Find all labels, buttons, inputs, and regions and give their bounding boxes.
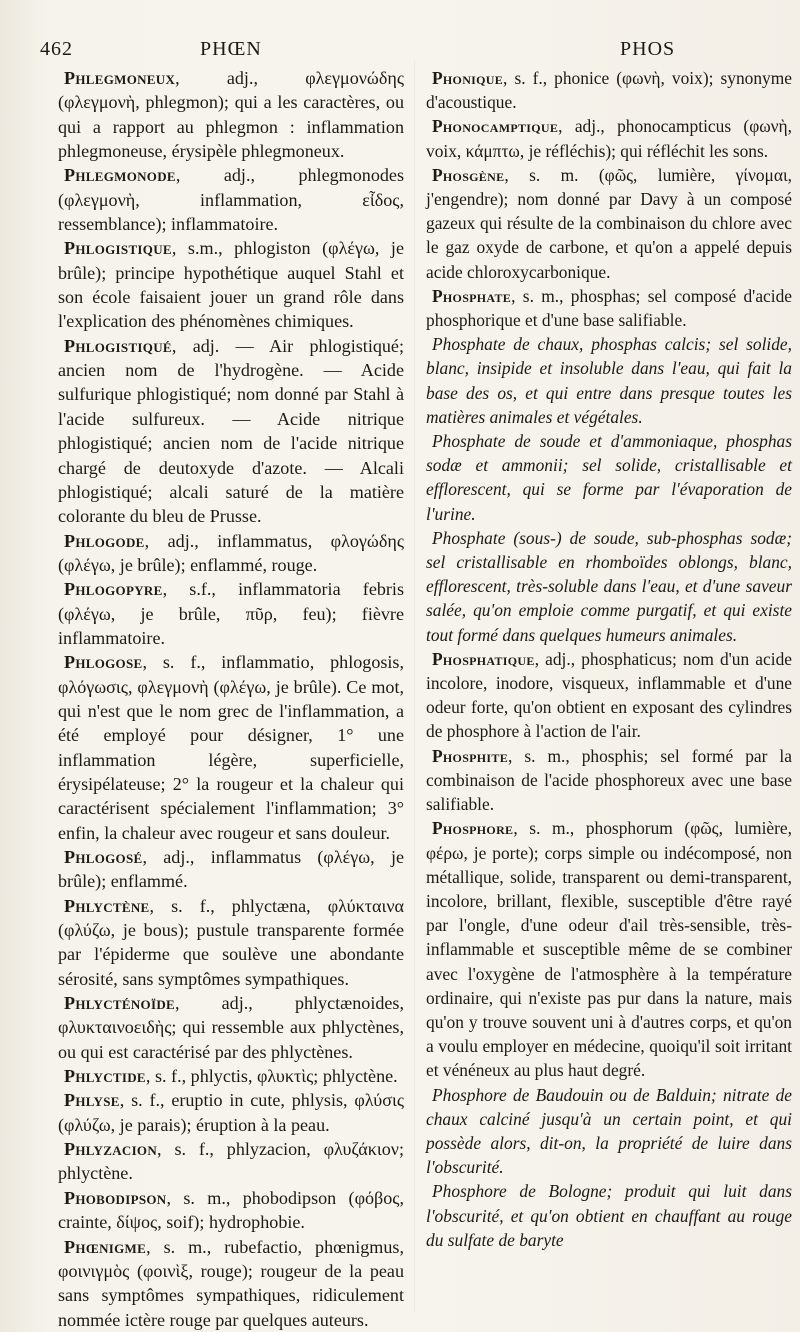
entry-headword: Phlyzacion <box>64 1139 158 1160</box>
entry-definition: , adj., phlegmonodes (φλεγμονὴ, inflammation, εἶδος, ressemblance); inflammatoire. <box>58 165 404 235</box>
dictionary-entry <box>426 163 792 284</box>
entry-definition: Phosphore de Baudouin ou de Balduin; nitrate de chaux calciné jusqu'à un certain point, et qui possède alors, dit-on, la propriété de luire dans l'obscurité. <box>426 1084 792 1178</box>
entry-headword: Phonique <box>432 68 504 88</box>
entry-headword: Phlogistiqué <box>64 335 172 356</box>
entry-definition: , s. m. (φῶς, lumière, γίνομαι, j'engendre); nom donné par Davy à un composé gazeux qui résulte de la combinaison du chlore avec le gaz oxyde de carbone, et qu'on a appelé depuis acide chloroxycarbonique. <box>426 164 792 282</box>
running-head-left: PHŒN <box>200 38 262 60</box>
entry-definition: , adj., inflammatus, φλογώδης (φλέγω, je brûle); enflammé, rouge. <box>58 530 404 575</box>
dictionary-entry <box>426 816 792 1082</box>
dictionary-entry <box>58 334 404 529</box>
dictionary-entry <box>426 332 792 429</box>
dictionary-entry <box>58 650 404 845</box>
entry-headword: Phobodipson <box>64 1187 167 1208</box>
entry-definition: , s. f., phlyctæna, φλύκταινα (φλύζω, je bous); pustule transparente formée par l'épiderme que soulève une abondante sérosité, sans symptômes sympathiques. <box>58 895 404 989</box>
entry-definition: , s. f., phlyctis, φλυκτὶς; phlyctène. <box>145 1066 398 1087</box>
dictionary-entry <box>58 577 404 650</box>
entry-definition: , adj., inflammatus (φλέγω, je brûle); enflammé. <box>58 847 404 892</box>
entry-definition: , s.f., inflammatoria febris (φλέγω, je brûle, πῦρ, feu); fièvre inflammatoire. <box>58 579 404 648</box>
entry-headword: Phosphate <box>432 285 512 306</box>
entry-definition: , s. f., phlyzacion, φλυζάκιον; phlyctène. <box>58 1139 404 1184</box>
dictionary-entry <box>58 236 404 333</box>
entry-definition: , s. m., phobodipson (φόβος, crainte, δίψος, soif); hydrophobie. <box>58 1187 404 1233</box>
dictionary-entry <box>58 894 404 991</box>
entry-definition: , s.m., phlogiston (φλέγω, je brûle); principe hypothétique auquel Stahl et son école faisaient jouer un grand rôle dans l'explication des phénomènes chimiques. <box>58 238 404 332</box>
entry-definition: , s. f., eruptio in cute, phlysis, φλύσις (φλύζω, je parais); éruption à la peau. <box>58 1090 404 1135</box>
entry-definition: Phosphore de Bologne; produit qui luit dans l'obscurité, et qu'on obtient en chauffant au rouge du sulfate de baryte <box>426 1181 792 1250</box>
entry-headword: Phosgène <box>432 164 505 185</box>
entry-definition: , adj. — Air phlogistiqué; ancien nom de l'hydrogène. — Acide sulfurique phlogistiqué; nom donné par Stahl à l'acide sulfureux. — Acide nitrique phlogistiqué; ancien nom de l'acide nitrique chargé de deutoxyde d'azote. — Alcali phlogistiqué; alcali saturé de la matière colorante du bleu de Prusse. <box>58 335 404 527</box>
entry-definition: , s. f., phonice (φωνὴ, voix); synonyme d'acoustique. <box>426 68 792 113</box>
dictionary-entry <box>58 163 404 236</box>
entry-definition: , s. m., phosphis; sel formé par la combinaison de l'acide phosphoreux avec une base salifiable. <box>426 745 792 815</box>
entry-definition: Phosphate (sous-) de soude, sub-phosphas sodæ; sel cristallisable en rhomboïdes oblongs, blanc, efflorescent, très-soluble dans l'eau, et d'une saveur salée, qu'on emploie comme purgatif, et qui existe tout formé dans quelques humeurs animales. <box>426 527 792 645</box>
dictionary-entry <box>58 991 404 1064</box>
entry-headword: Phlogosé <box>64 847 143 867</box>
entry-headword: Phlycténoïde <box>64 993 175 1014</box>
dictionary-entry <box>58 66 404 163</box>
left-column <box>58 66 404 1332</box>
right-column <box>426 66 792 1252</box>
entry-headword: Phlogopyre <box>64 579 163 600</box>
entry-definition: , s. m., phosphas; sel composé d'acide phosphorique et d'une base salifiable. <box>426 285 792 331</box>
dictionary-entry <box>58 1137 404 1186</box>
entry-headword: Phlyctide <box>64 1066 146 1087</box>
dictionary-entry <box>426 284 792 332</box>
entry-headword: Phosphatique <box>432 648 535 669</box>
dictionary-entry <box>426 66 792 114</box>
entry-definition: , adj., phosphaticus; nom d'un acide incolore, inodore, visqueux, inflammable et d'une odeur forte, qu'on obtient en exposant des cylindres de phosphore à l'action de l'air. <box>426 648 792 742</box>
entry-definition: Phosphate de chaux, phosphas calcis; sel solide, blanc, insipide et insoluble dans l'eau, qui fait la base des os, et qui entre dans presque toutes les matières animales et végétales. <box>426 334 792 427</box>
running-head-right: PHOS <box>620 38 676 60</box>
column-gutter <box>414 60 415 1312</box>
entry-headword: Phosphore <box>432 818 514 839</box>
dictionary-entry <box>58 1088 404 1137</box>
dictionary-entry <box>58 529 404 578</box>
entry-headword: Phlyse <box>64 1090 120 1111</box>
dictionary-entry <box>58 845 404 894</box>
entry-definition: , s. m., phosphorum (φῶς, lumière, φέρω, je porte); corps simple ou indécomposé, non métallique, solide, transparent ou demi-transparent, incolore, brillant, flexible, susceptible d'être rayé par l'ongle, d'une odeur d'ail très-sensible, très-inflammable et susceptible même de se combiner avec l'oxygène de l'atmosphère à la température ordinaire, qui n'existe pas pur dans la nature, mais qu'on y trouve souvent uni à d'autres corps, et qu'on a voulu employer en médecine, quoiqu'il soit irritant et vénéneux au plus haut degré. <box>426 818 792 1081</box>
entry-definition: Phosphate de soude et d'ammoniaque, phosphas sodæ et ammonii; sel solide, cristallisable et efflorescent, qui se forme par l'évaporation de l'urine. <box>426 431 792 524</box>
dictionary-entry <box>426 1179 792 1252</box>
entry-headword: Phlegmonode <box>64 165 176 186</box>
entry-headword: Phonocamptique <box>432 116 559 137</box>
dictionary-entry <box>426 429 792 526</box>
dictionary-entry <box>426 744 792 817</box>
dictionary-entry <box>58 1186 404 1235</box>
page-header <box>40 38 780 68</box>
dictionary-entry <box>58 1064 404 1088</box>
entry-definition: , s. f., inflammatio, phlogosis, φλόγωσις, φλεγμονὴ (φλέγω, je brûle). Ce mot, qui n'est que le nom grec de l'inflammation, a été employé pour désigner, 1° une inflammation légère, superficielle, érysipélateuse; 2° la rougeur et la chaleur qui caractérisent spécialement l'inflammation; 3° enfin, la chaleur avec rougeur et sans douleur. <box>58 652 404 843</box>
entry-headword: Phlegmoneux <box>64 68 176 88</box>
dictionary-entry <box>58 1235 404 1332</box>
dictionary-entry <box>426 647 792 744</box>
entry-headword: Phœnigme <box>64 1236 147 1257</box>
entry-headword: Phlogistique <box>64 238 172 259</box>
page-number: 462 <box>40 38 73 60</box>
entry-definition: , s. m., rubefactio, phœnigmus, φοινιγμὸς (φοινὶξ, rouge); rougeur de la peau sans symptômes sympathiques, ridiculement nommée ictère rouge par quelques auteurs. <box>58 1236 404 1330</box>
entry-definition: , adj., phlyctænoides, φλυκταινοειδὴς; qui ressemble aux phlyctènes, ou qui est caractérisé par des phlyctènes. <box>58 993 404 1062</box>
entry-headword: Phosphite <box>432 745 509 766</box>
entry-definition: , adj., φλεγμονώδης (φλεγμονὴ, phlegmon); qui a les caractères, ou qui a rapport au phlegmon : inflammation phlegmoneuse, érysipèle phlegmoneux. <box>58 68 404 162</box>
dictionary-entry <box>426 526 792 647</box>
entry-headword: Phlogose <box>64 652 143 673</box>
dictionary-entry <box>426 114 792 162</box>
entry-definition: , adj., phonocampticus (φωνὴ, voix, κάμπτω, je réfléchis); qui réfléchit les sons. <box>426 116 792 161</box>
entry-headword: Phlyctène <box>64 895 150 916</box>
dictionary-entry <box>426 1083 792 1180</box>
entry-headword: Phlogode <box>64 530 145 551</box>
